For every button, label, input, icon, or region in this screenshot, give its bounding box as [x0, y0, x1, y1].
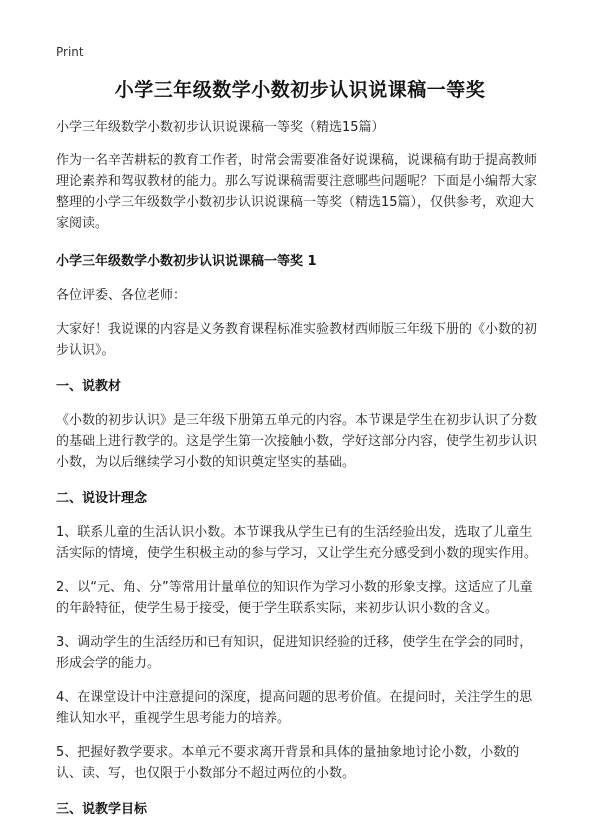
- section-heading-textbook: 一、说教材: [56, 379, 122, 394]
- section-heading-objectives: 三、说教学目标: [56, 802, 148, 817]
- design-item-1: 1、联系儿童的生活认识小数。本节课我从学生已有的生活经验出发，选取了儿童生活实际的情境，使学生积极主动的参与学习，又让学生充分感受到小数的现实作用。: [56, 525, 538, 561]
- article-heading: 小学三年级数学小数初步认识说课稿一等奖 1: [56, 254, 317, 269]
- design-item-2: 2、以“元、角、分”等常用计量单位的知识作为学习小数的形象支撑。这适应了儿童的年龄特征，使学生易于接受，便于学生联系实际，来初步认识小数的含义。: [56, 580, 533, 616]
- section-heading-design: 二、说设计理念: [56, 491, 148, 506]
- opening-paragraph: 大家好！我说课的内容是义务教育课程标准实验教材西师版三年级下册的《小数的初步认识》。: [56, 322, 538, 358]
- document-subtitle: 小学三年级数学小数初步认识说课稿一等奖（精选15篇）: [56, 120, 385, 135]
- design-item-4: 4、在课堂设计中注意提问的深度，提高问题的思考价值。在提问时，关注学生的思维认知水平，重视学生思考能力的培养。: [56, 690, 533, 726]
- section-textbook-paragraph: 《小数的初步认识》是三年级下册第五单元的内容。本节课是学生在初步认识了分数的基础上进行教学的。这是学生第一次接触小数，学好这部分内容，使学生初步认识小数，为以后继续学习小数的知识奠定坚实的基础。: [56, 413, 538, 470]
- document-title: 小学三年级数学小数初步认识说课稿一等奖: [114, 79, 486, 101]
- intro-paragraph: 作为一名辛苦耕耘的教育工作者，时常会需要准备好说课稿，说课稿有助于提高教师理论素养和驾驭教材的能力。那么写说课稿需要注意哪些问题呢？下面是小编帮大家整理的小学三年级数学小数初步认识说课稿一等奖（精选15篇），仅供参考，欢迎大家阅读。: [56, 153, 538, 231]
- design-item-5: 5、把握好教学要求。本单元不要求离开背景和具体的量抽象地讨论小数，小数的认、读、写，也仅限于小数部分不超过两位的小数。: [56, 745, 520, 781]
- greeting-paragraph: 各位评委、各位老师：: [56, 288, 187, 303]
- print-link[interactable]: Print: [56, 45, 84, 59]
- design-item-3: 3、调动学生的生活经历和已有知识，促进知识经验的迁移，使学生在学会的同时，形成会学的能力。: [56, 635, 533, 671]
